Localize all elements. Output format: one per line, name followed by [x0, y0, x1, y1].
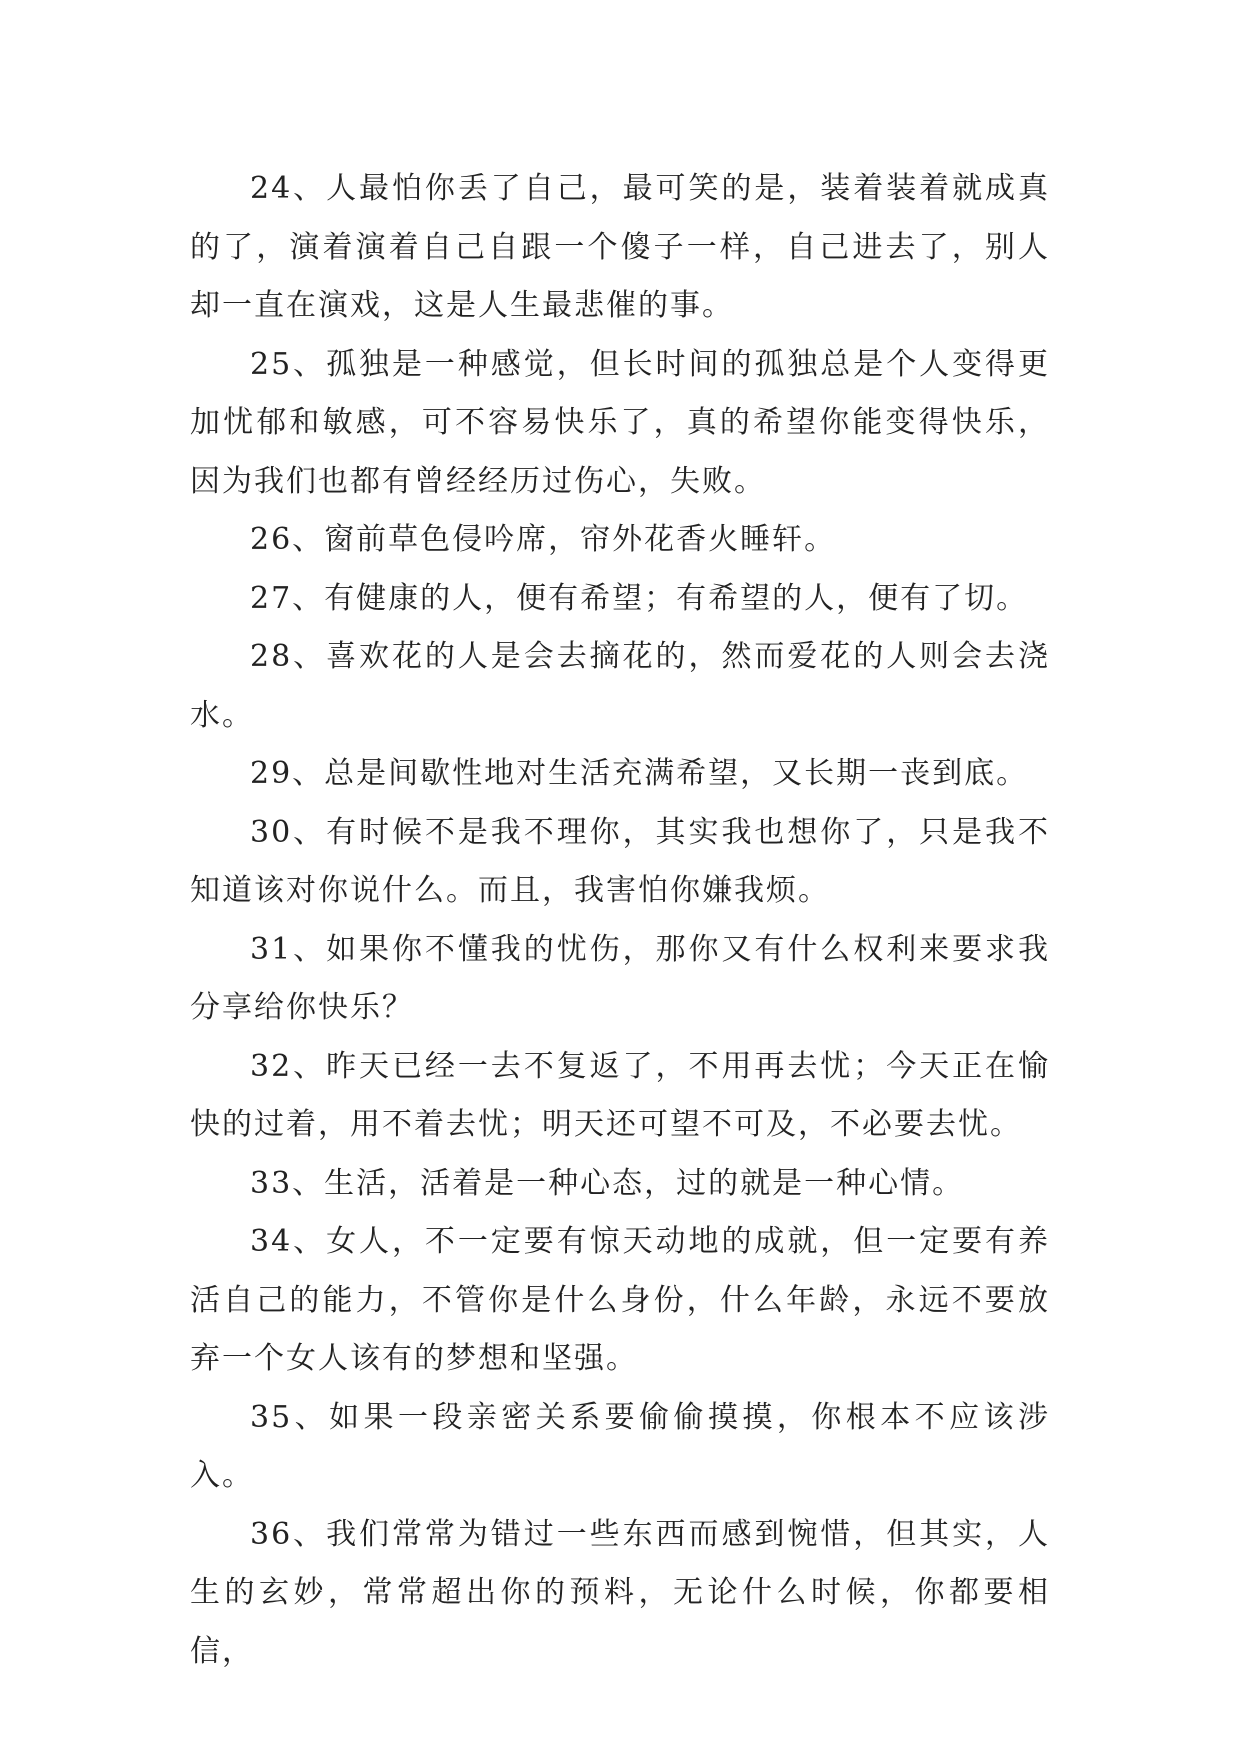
paragraph-30: 30、有时候不是我不理你，其实我也想你了，只是我不知道该对你说什么。而且，我害怕你嫌我烦。	[190, 814, 1050, 908]
document-body	[190, 160, 1050, 1681]
paragraph-29: 29、总是间歇性地对生活充满希望，又长期一丧到底。	[250, 756, 1029, 791]
paragraph-28: 28、喜欢花的人是会去摘花的，然而爱花的人则会去浇水。	[190, 639, 1050, 733]
paragraph-35: 35、如果一段亲密关系要偷偷摸摸，你根本不应该涉入。	[190, 1399, 1050, 1493]
paragraph-26: 26、窗前草色侵吟席，帘外花香火睡轩。	[250, 522, 837, 557]
paragraph-34: 34、女人，不一定要有惊天动地的成就，但一定要有养活自己的能力，不管你是什么身份，什么年龄，永远不要放弃一个女人该有的梦想和坚强。	[190, 1224, 1050, 1376]
paragraph-31: 31、如果你不懂我的忧伤，那你又有什么权利来要求我分享给你快乐？	[190, 931, 1050, 1025]
paragraph-24: 24、人最怕你丢了自己，最可笑的是，装着装着就成真的了，演着演着自己自跟一个傻子一样，自己进去了，别人却一直在演戏，这是人生最悲催的事。	[190, 171, 1050, 323]
paragraph-33: 33、生活，活着是一种心态，过的就是一种心情。	[250, 1165, 965, 1201]
paragraph-32: 32、昨天已经一去不复返了，不用再去忧；今天正在愉快的过着，用不着去忧；明天还可望不可及，不必要去忧。	[190, 1048, 1050, 1142]
paragraph-25: 25、孤独是一种感觉，但长时间的孤独总是个人变得更加忧郁和敏感，可不容易快乐了，真的希望你能变得快乐，因为我们也都有曾经经历过伤心，失败。	[190, 346, 1050, 499]
paragraph-36: 36、我们常常为错过一些东西而感到惋惜，但其实，人生的玄妙，常常超出你的预料，无论什么时候，你都要相信，	[190, 1516, 1050, 1669]
paragraph-27: 27、有健康的人，便有希望；有希望的人，便有了切。	[250, 580, 1029, 616]
